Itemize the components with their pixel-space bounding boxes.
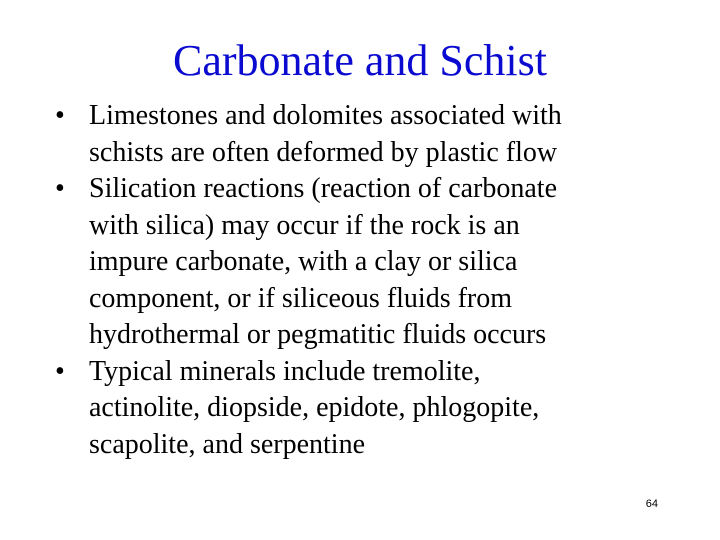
bullet-dot-icon: • xyxy=(55,100,65,131)
bullet-list xyxy=(55,98,675,463)
bullet-text: Silication reactions (reaction of carbonate with silica) may occur if the rock is an impure carbonate, with a clay or silica component, or if siliceous fluids from hydrothermal or pegmatitic fluids occurs xyxy=(89,173,558,350)
bullet-dot-icon: • xyxy=(55,355,65,387)
bullet-text: Limestones and dolomites associated with schists are often deformed by plastic flow xyxy=(89,100,562,168)
bullet-dot-icon: • xyxy=(55,173,65,204)
bullet-item xyxy=(55,171,675,354)
bullet-item xyxy=(55,98,675,171)
bullet-text: Typical minerals include tremolite, actinolite, diopside, epidote, phlogopite, scapolite, and serpentine xyxy=(89,355,540,460)
bullet-item xyxy=(55,354,675,464)
page-number: 64 xyxy=(645,498,658,510)
slide-title: Carbonate and Schist xyxy=(173,36,547,85)
